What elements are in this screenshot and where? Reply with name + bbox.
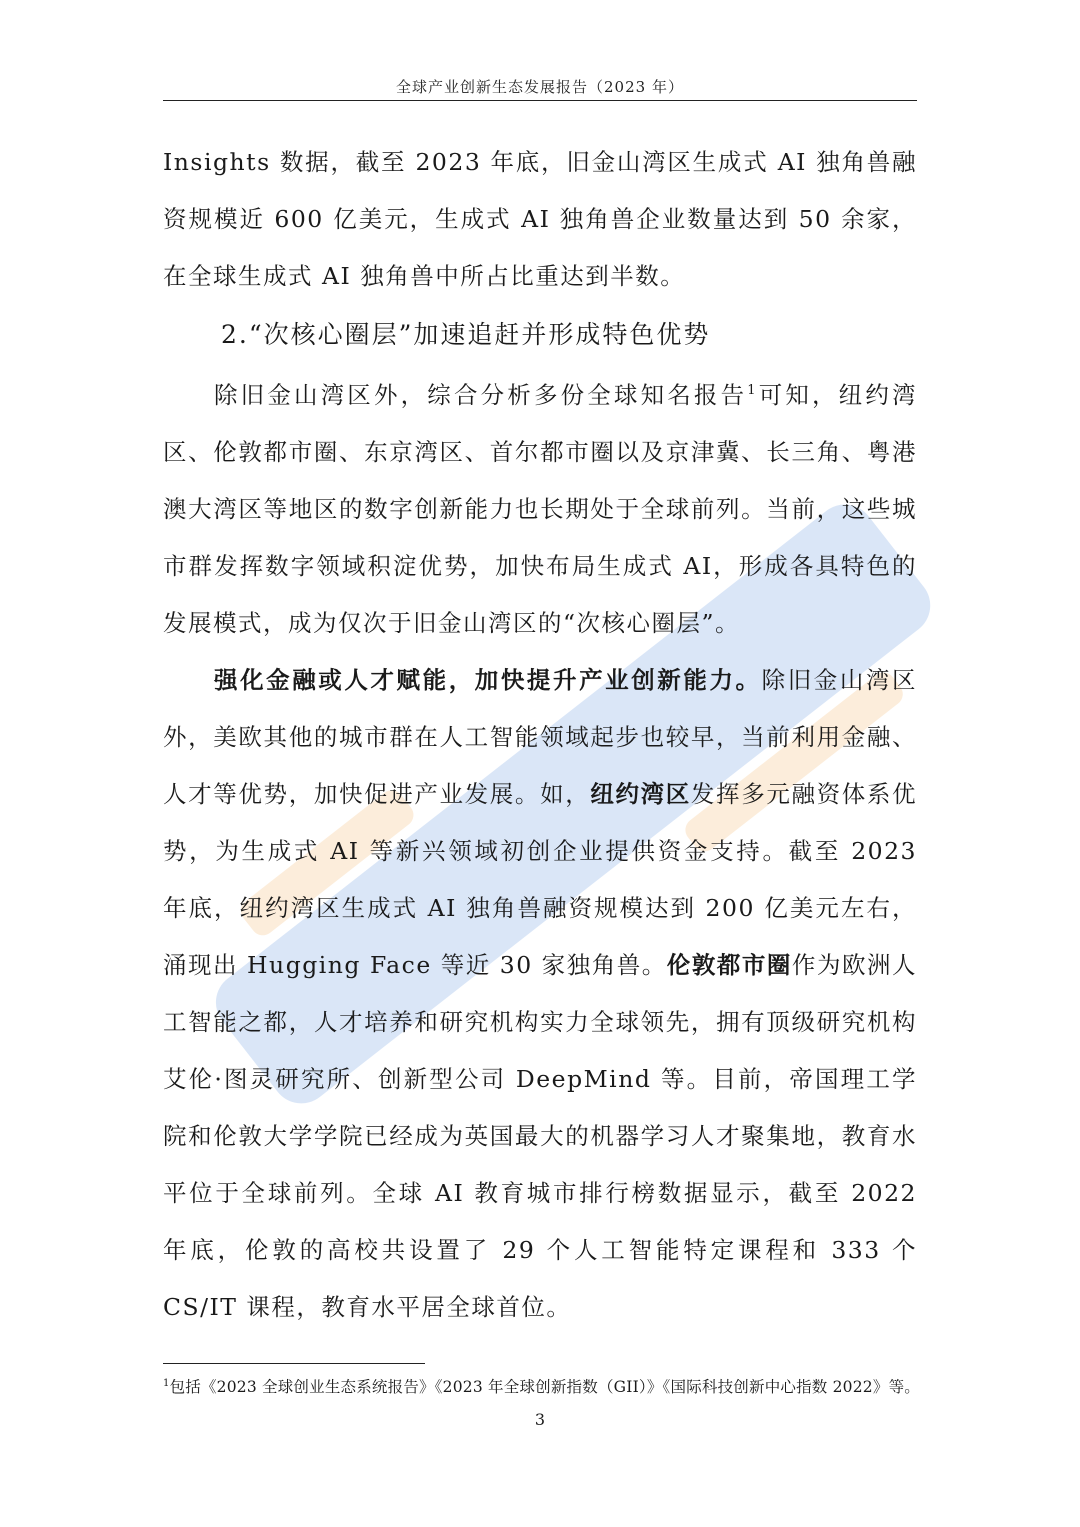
paragraph-lead-bold: 强化金融或人才赋能，加快提升产业创新能力。 [214,666,762,694]
page-number: 3 [534,1410,546,1429]
paragraph-sub-core-circle [163,367,917,652]
paragraph-text: 发挥多元融资体系优势，为生成式 AI 等新兴领域初创企业提供资金支持。截至 2023 年底，纽约湾区生成式 AI 独角兽融资规模达到 200 亿美元左右，涌现出 Hugging Face 等近 30 家独角兽。 [163,780,918,979]
paragraph-finance-talent [163,652,917,1336]
region-name-new-york: 纽约湾区 [590,780,691,808]
footnote-mark: 1 [163,1377,170,1389]
paragraph-continuation: Insights 数据，截至 2023 年底，旧金山湾区生成式 AI 独角兽融资规模近 600 亿美元，生成式 AI 独角兽企业数量达到 50 余家，在全球生成式 AI 独角兽中所占比重达到半数。 [163,148,917,290]
paragraph-text: 除旧金山湾区外，综合分析多份全球知名报告 [214,381,748,409]
header-rule [163,100,917,101]
footnote [163,1376,923,1398]
paragraph-text: 作为欧洲人工智能之都，人才培养和研究机构实力全球领先，拥有顶级研究机构艾伦·图灵研究所、创新型公司 DeepMind 等。目前，帝国理工学院和伦敦大学学院已经成为英国最大的机器学习人才聚集地，教育水平位于全球前列。全球 AI 教育城市排行榜数据显示，截至 2022 年底，伦敦的高校共设置了 29 个人工智能特定课程和 333 个 CS/IT 课程，教育水平居全球首位。 [163,951,918,1321]
paragraph-text: 可知，纽约湾区、伦敦都市圈、东京湾区、首尔都市圈以及京津冀、长三角、粤港澳大湾区等地区的数字创新能力也长期处于全球前列。当前，这些城市群发挥数字领域积淀优势，加快布局生成式 AI，形成各具特色的发展模式，成为仅次于旧金山湾区的“次核心圈层”。 [163,381,918,637]
body-text [163,134,917,1336]
paragraph-text: 除旧金山湾区外，美欧其他的城市群在人工智能领域起步也较早，当前利用金融、人才等优势，加快促进产业发展。如， [163,666,918,808]
running-header: 全球产业创新生态发展报告（2023 年） [396,78,684,96]
section-heading: 2.“次核心圈层”加速追赶并形成特色优势 [221,320,711,349]
footnote-text: 包括《2023 全球创业生态系统报告》《2023 年全球创新指数（GII）》《国际科技创新中心指数 2022》等。 [169,1378,920,1396]
footnote-reference: 1 [747,383,758,399]
region-name-london: 伦敦都市圈 [666,951,792,979]
footnote-rule [163,1363,425,1364]
